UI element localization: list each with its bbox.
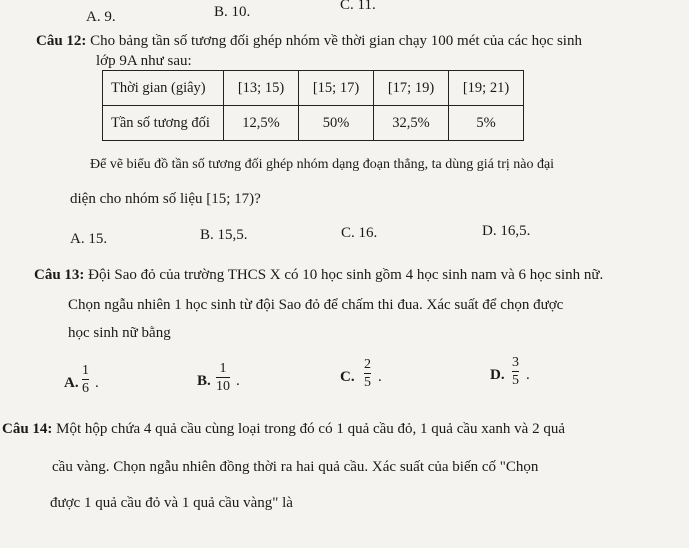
q13-text-line1 (34, 266, 603, 284)
q13-option-a-letter: A. (64, 375, 79, 391)
fraction-numerator: 2 (364, 357, 371, 372)
q12-option-c: C. 16. (341, 225, 378, 241)
fraction-bar (216, 377, 230, 378)
q14-line2: cầu vàng. Chọn ngẫu nhiên đồng thời ra hai quả cầu. Xác suất của biến cố "Chọn (52, 459, 539, 475)
table-cell: [17; 19) (374, 71, 449, 106)
table-cell: 50% (299, 106, 374, 141)
q12-option-d: D. 16,5. (482, 223, 531, 239)
q13-label: Câu 13: (34, 267, 85, 283)
fraction-denominator: 6 (82, 381, 89, 396)
q13-line3: học sinh nữ bằng (68, 325, 171, 341)
table-cell: 12,5% (224, 106, 299, 141)
fraction-denominator: 5 (364, 375, 371, 390)
q13-option-d-fraction (512, 355, 519, 388)
table-header-time: Thời gian (giây) (103, 71, 224, 106)
table-cell: [19; 21) (449, 71, 524, 106)
q13-line1: Đội Sao đỏ của trường THCS X có 10 học sinh gồm 4 học sinh nam và 6 học sinh nữ. (88, 267, 604, 283)
q14-label: Câu 14: (2, 421, 53, 437)
q14-line3: được 1 quả cầu đỏ và 1 quả cầu vàng" là (50, 495, 293, 511)
q12-prompt-line1: Để vẽ biểu đồ tần số tương đối ghép nhóm dạng đoạn thẳng, ta dùng giá trị nào đại (90, 157, 555, 172)
table-cell: 5% (449, 106, 524, 141)
frequency-table (102, 70, 524, 141)
q13-option-a-fraction (82, 363, 89, 396)
fraction-denominator: 5 (512, 373, 519, 388)
q13-line2: Chọn ngẫu nhiên 1 học sinh từ đội Sao đỏ để chấm thi đua. Xác suất để chọn được (68, 297, 564, 313)
q13-option-c-dot: . (378, 369, 382, 385)
q13-option-c-fraction (364, 357, 371, 390)
fraction-bar (512, 371, 519, 372)
q12-line1: Cho bảng tần số tương đối ghép nhóm về thời gian chạy 100 mét của các học sinh (90, 33, 582, 49)
q12-label: Câu 12: (36, 33, 87, 49)
q12-option-b: B. 15,5. (200, 227, 248, 243)
q13-option-c-letter: C. (340, 369, 355, 385)
table-cell: 32,5% (374, 106, 449, 141)
q13-option-d-dot: . (526, 367, 530, 383)
table-cell: [13; 15) (224, 71, 299, 106)
prev-option-a: A. 9. (86, 9, 116, 25)
q14-line1: Một hộp chứa 4 quả cầu cùng loại trong đó có 1 quả cầu đỏ, 1 quả cầu xanh và 2 quả (56, 421, 565, 437)
q12-option-a: A. 15. (70, 231, 108, 247)
fraction-bar (82, 379, 89, 380)
q12-prompt-line2: diện cho nhóm số liệu [15; 17)? (70, 191, 261, 207)
table-row (103, 71, 524, 106)
q13-option-d-letter: D. (490, 367, 505, 383)
table-row (103, 106, 524, 141)
fraction-numerator: 1 (219, 361, 227, 376)
q12-text-line1 (36, 32, 582, 50)
q13-option-b-letter: B. (197, 373, 211, 389)
prev-option-c: C. 11. (340, 0, 376, 13)
q13-option-a-dot: . (95, 375, 99, 391)
q14-text-line1 (2, 420, 565, 438)
prev-option-b: B. 10. (214, 4, 251, 20)
fraction-denominator: 10 (216, 379, 230, 394)
fraction-numerator: 1 (82, 363, 89, 378)
table-header-frequency: Tần số tương đối (103, 106, 224, 141)
q13-option-b-dot: . (236, 373, 240, 389)
fraction-bar (364, 373, 371, 374)
q13-option-b-fraction (216, 361, 230, 394)
q12-text-line2: lớp 9A như sau: (96, 53, 192, 69)
fraction-numerator: 3 (512, 355, 519, 370)
table-cell: [15; 17) (299, 71, 374, 106)
